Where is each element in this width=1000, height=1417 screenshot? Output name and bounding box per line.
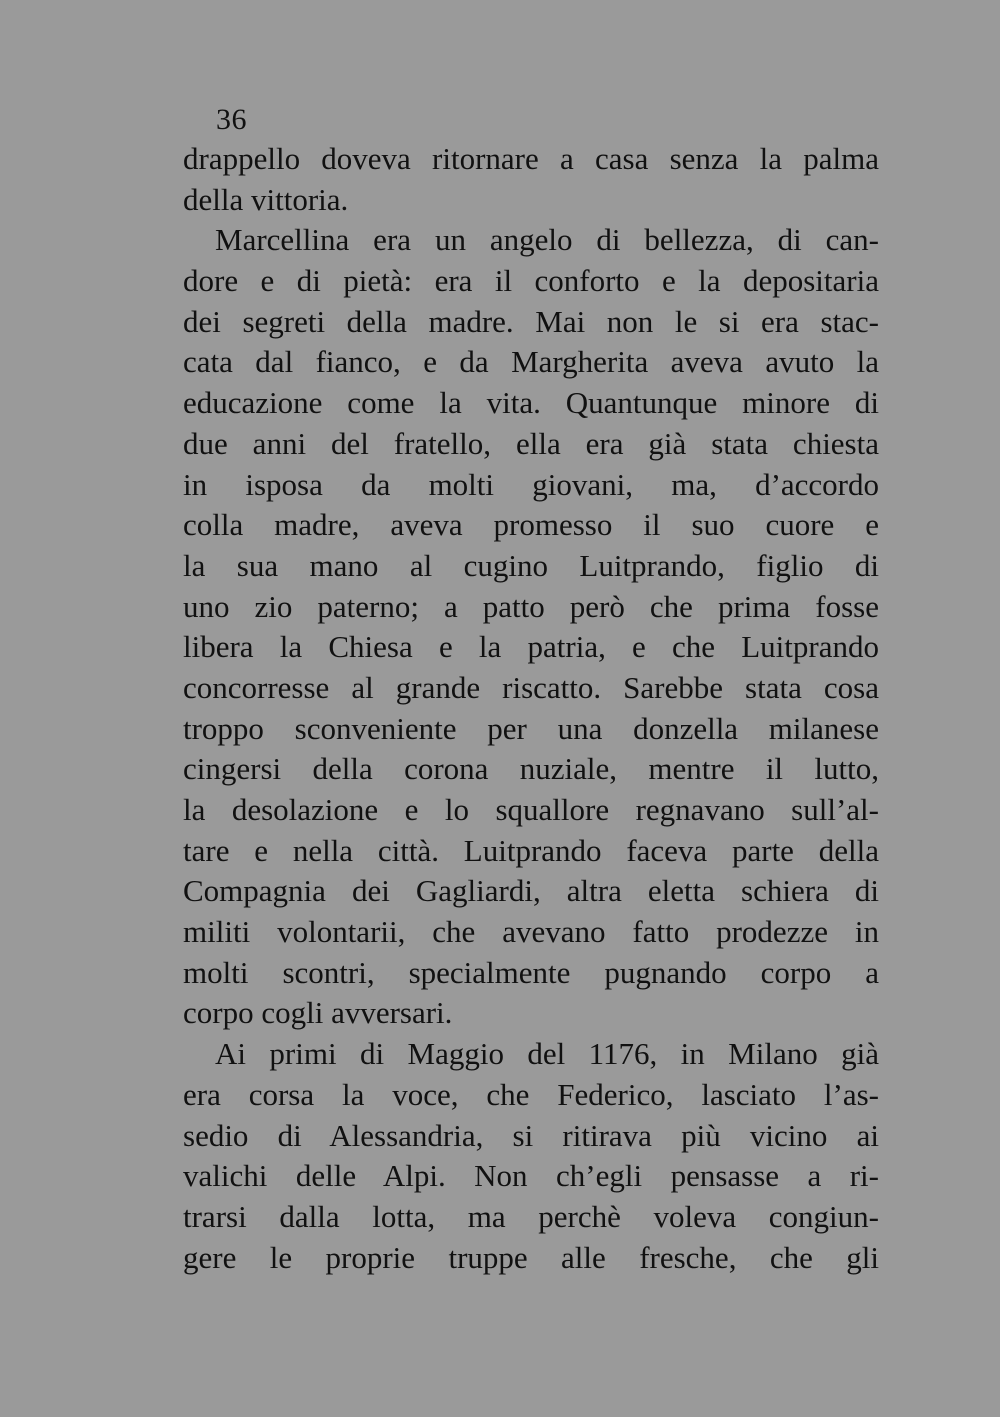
text-line: colla madre, aveva promesso il suo cuore e: [183, 507, 879, 543]
text-line: Compagnia dei Gagliardi, altra eletta schiera di: [183, 873, 879, 909]
text-line: valichi delle Alpi. Non ch’egli pensasse a ri-: [183, 1158, 879, 1194]
text-line: cingersi della corona nuziale, mentre il lutto,: [183, 751, 879, 787]
text-line: sedio di Alessandria, si ritirava più vicino ai: [183, 1117, 879, 1153]
text-line: libera la Chiesa e la patria, e che Luitprando: [183, 629, 879, 665]
text-line: tare e nella città. Luitprando faceva parte della: [183, 832, 879, 868]
text-line: della vittoria.: [183, 181, 349, 217]
text-line: la desolazione e lo squallore regnavano sull’al-: [183, 792, 879, 827]
text-line: due anni del fratello, ella era già stata chiesta: [183, 425, 879, 461]
text-line: dei segreti della madre. Mai non le si era stac-: [183, 303, 879, 339]
page-number: 36: [216, 103, 247, 136]
text-line: Ai primi di Maggio del 1176, in Milano già: [215, 1036, 879, 1072]
text-line: gere le proprie truppe alle fresche, che gli: [183, 1239, 879, 1275]
text-line: militi volontarii, che avevano fatto prodezze in: [183, 914, 879, 950]
text-line: trarsi dalla lotta, ma perchè voleva congiun-: [183, 1198, 879, 1234]
text-line: dore e di pietà: era il conforto e la depositaria: [183, 263, 879, 299]
text-line: cata dal fianco, e da Margherita aveva avuto la: [183, 344, 879, 380]
text-line: troppo sconveniente per una donzella milanese: [183, 710, 879, 746]
text-line: drappello doveva ritornare a casa senza la palma: [183, 141, 879, 176]
text-line: Marcellina era un angelo di bellezza, di can-: [215, 222, 879, 258]
text-line: educazione come la vita. Quantunque minore di: [183, 385, 879, 421]
text-line: molti scontri, specialmente pugnando corpo a: [183, 954, 879, 990]
text-line: in isposa da molti giovani, ma, d’accordo: [183, 466, 879, 502]
text-line: concorresse al grande riscatto. Sarebbe stata cosa: [183, 669, 879, 705]
text-line: corpo cogli avversari.: [183, 995, 453, 1031]
text-line: la sua mano al cugino Luitprando, figlio di: [183, 547, 879, 583]
text-line: era corsa la voce, che Federico, lasciato l’as-: [183, 1076, 879, 1112]
text-line: uno zio paterno; a patto però che prima fosse: [183, 588, 879, 624]
body-text: [183, 139, 879, 1278]
